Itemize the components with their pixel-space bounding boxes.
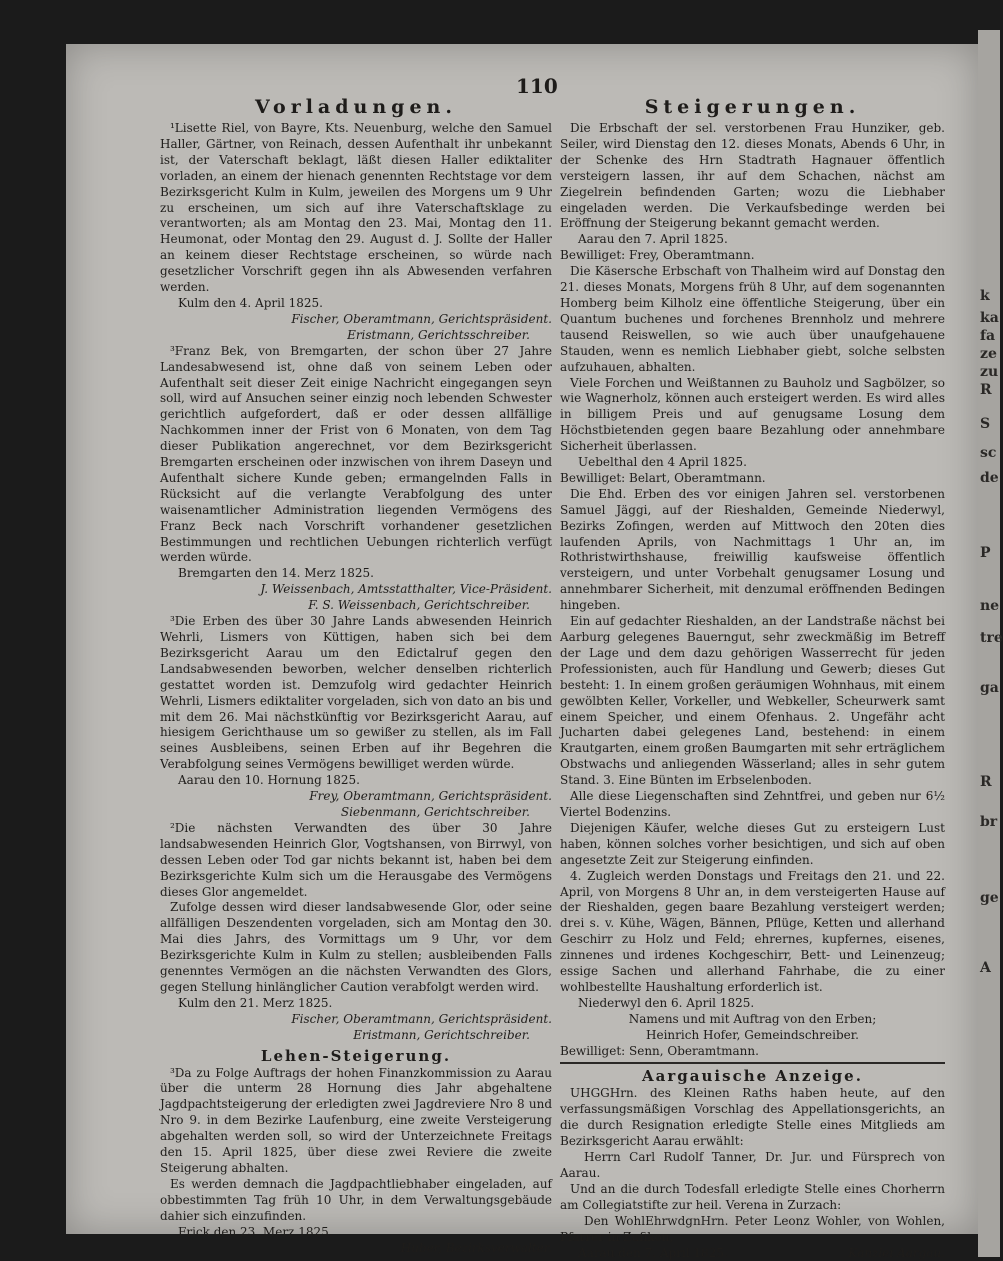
edge-letter: ne [980, 598, 1000, 614]
notice-place-date: Kulm den 21. Merz 1825. [178, 995, 333, 1010]
notice-clerk: Eristmann, Gerichtsschreiber. [347, 327, 530, 342]
appointee: Den WohlEhrwdgnHrn. Peter Leonz Wohler, von Wohlen, Pfarrer in Zufikon, [560, 1213, 945, 1244]
notice-place-date: Uebelthal den 4 April 1825. [578, 455, 747, 470]
section-heading-steigerungen: Steigerungen. [644, 96, 861, 118]
subheading-aargauische-anzeige: Aargauische Anzeige. [642, 1067, 863, 1086]
notice-place-date: Aarau den 7. April 1825. [578, 1245, 728, 1260]
page-number: 110 [516, 74, 558, 98]
edge-letter: ka [980, 310, 999, 326]
notice-place-date: Aarau den 7. April 1825. [578, 232, 728, 247]
edge-letter: zu [980, 364, 999, 380]
notice-text: Diejenigen Käufer, welche dieses Gut zu ersteigern Lust haben, können solches vorher besichtigen, und sich auf oben angesetzte Zeit zur Steigerung einfinden. [560, 820, 945, 867]
notice-approval: Bewilliget: Senn, Oberamtmann. [560, 1043, 759, 1058]
notice-place-date: Bremgarten den 14. Merz 1825. [178, 566, 374, 581]
notice-text: Die Erbschaft der sel. verstorbenen Frau Hunziker, geb. Seiler, wird Dienstag den 12. dieses Monats, Abends 6 Uhr, in der Schenke des Hrn Stadtrath Hagnauer öffentlich versteigern lassen, ihr auf dem Schachen, nächst am Ziegelrein befindenden Garten; wozu die Liebhaber eingeladen werden. Die Verkaufsbedinge werden bei Eröffnung der Steigerung bekannt gemacht werden. [560, 121, 945, 231]
notice-text: Und an die durch Todesfall erledigte Stelle eines Chorherrn am Collegiatstifte zur heil. Verena in Zurzach: [560, 1181, 945, 1212]
notice-signature: Heinrich Hofer, Gemeindschreiber. [646, 1027, 859, 1042]
notice-approval: Bewilliget: Frey, Oberamtmann. [560, 248, 755, 263]
edge-letter: br [980, 814, 998, 830]
edge-letter: de [980, 470, 999, 486]
edge-letter: R [980, 382, 992, 398]
notice-signature: Fischer, Oberamtmann, Gerichtspräsident. [291, 1011, 552, 1026]
closing-row [560, 1246, 945, 1261]
section-heading-vorladungen: Vorladungen. [255, 96, 457, 118]
notice-text: ²Die nächsten Verwandten des über 30 Jahre landsabwesenden Heinrich Glor, Vogtshansen, von Birrwyl, von dessen Leben oder Tod gar nichts bekannt ist, haben bei dem Bezirksgerichte Kulm sich um die Herausgabe des Vermögens dieses Glor angemeldet. [160, 820, 552, 899]
notice-signature-line: Namens und mit Auftrag von den Erben; [628, 1011, 877, 1026]
notice-text: Alle diese Liegenschaften sind Zehntfrei, und geben nur 6½ Viertel Bodenzins. [560, 789, 945, 819]
notice-signature: J. Weissenbach, Amtsstatthalter, Vice-Präsident. [260, 582, 552, 597]
notice-place-date: Kulm den 4. April 1825. [178, 295, 323, 310]
right-column [560, 95, 945, 1261]
adjacent-page-edge [978, 30, 1003, 1257]
notice-text: ³Franz Bek, von Bremgarten, der schon über 27 Jahre Landesabwesend ist, ohne daß von seinem Leben oder Aufenthalt seit dieser Zeit einige Nachricht eingegangen seyn soll, wird auf Ansuchen seiner einzig noch lebenden Schwester gerichtlich aufgefordert, daß er oder dessen allfällige Nachkommen inner der Frist von 6 Monaten, von dem Tag dieser Publikation angerechnet, vor dem Bezirksgericht Bremgarten erscheinen oder inzwischen von ihrem Daseyn und Aufenthalt sichere Kunde geben; ermangelnden Falls in Rücksicht auf die verlangte Verabfolgung des unter waisenamtlicher Administration liegenden Vermögens des Franz Beck nach Vorschrift vorhandener gesetzlichen Bestimmungen und rechtlichen Uebungen richterlich verfügt werden würde. [160, 343, 552, 565]
notice-clerk: Eristmann, Gerichtschreiber. [353, 1027, 530, 1042]
edge-letter: sc [980, 445, 997, 461]
edge-letter: A [980, 960, 991, 976]
notice-text: Die Käsersche Erbschaft von Thalheim wird auf Donstag den 21. dieses Monats, Morgens früh 8 Uhr, auf dem sogenannten Homberg beim Kilholz eine öffentliche Steigerung, über ein Quantum buchenes und forchenes Brennholz und mehrere tausend Reiswellen, so wie auch über unaufgehauene Stauden, wenn es nemlich Liebhaber giebt, solche selbsten aufzuhauen, abhalten. [560, 264, 945, 374]
notice-signature: Frey, Oberamtmann, Gerichtspräsident. [309, 789, 552, 804]
left-column [160, 95, 552, 1256]
notice-text: 4. Zugleich werden Donstags und Freitags den 21. und 22. April, von Morgens 8 Uhr an, in dem versteigerten Hause auf der Rieshalden, gegen baare Bezahlung versteigert werden; drei s. v. Kühe, Wägen, Bännen, Pflüge, Ketten und allerhand Geschirr zu Holz und Feld; ehrernes, kupfernes, eisenes, zinnenes und irdenes Kochgeschirr, Bett- und Leinenzeug; essige Sachen und allerhand Fahrhabe, die zu einer wohlbestellte Haushaltung erforderlich ist. [560, 868, 945, 994]
notice-text: Ein auf gedachter Rieshalden, an der Landstraße nächst bei Aarburg gelegenes Bauerngut, sehr zweckmäßig im Betreff der Lage und dem dazu gehörigen Wasserrecht für jeden Professionisten, auch für Handlung und Gewerb; dieses Gut besteht: 1. In einem großen geräumigen Wohnhaus, mit einem gewölbten Keller, Vorkeller, und Webkeller, Scheurwerk samt einem Speicher, und einem Ofenhaus. 2. Ungefähr acht Jucharten dabei gelegenes Land, bestehend: in einem Krautgarten, einem großen Baumgarten mit sehr erträglichem Obstwachs und anliegenden Wässerland; alles in sehr gutem Stand. 3. Eine Bünten im Erbselenboden. [560, 614, 945, 788]
edge-letter: fa [980, 328, 996, 344]
notice-signature: Huber, Bezirksverwalter. [400, 1240, 552, 1255]
edge-letter: ga [980, 680, 999, 696]
notice-text: ³Die Erben des über 30 Jahre Lands abwesenden Heinrich Wehrli, Lismers von Küttigen, haben sich bei dem Bezirksgericht Aarau um den Edictalruf gegen den Landsabwesenden beworben, welcher denselben richterlich gestattet worden ist. Demzufolg wird gedachter Heinrich Wehrli, Lismers ediktaliter vorgeladen, sich von dato an bis und mit dem 26. Mai nächstkünftig vor Bezirksgericht Aarau, auf hiesigem Gerichthause um so gewißer zu stellen, als im Fall seines Ausbleibens, seinen Erben auf ihr Begehren die Verabfolgung seines Vermögens bewilliget werden würde. [160, 614, 552, 772]
notice-text: Es werden demnach die Jagdpachtliebhaber eingeladen, auf obbestimmten Tag früh 10 Uhr, in dem Verwaltungsgebäude dahier sich einzufinden. [160, 1176, 552, 1223]
edge-letter: S [980, 416, 991, 432]
subheading-lehen-steigerung: Lehen-Steigerung. [260, 1046, 452, 1065]
edge-letter: ze [980, 346, 997, 362]
notice-place-date: Niederwyl den 6. April 1825. [578, 995, 755, 1010]
notice-text: Die Ehd. Erben des vor einigen Jahren sel. verstorbenen Samuel Jäggi, auf der Rieshalden, Gemeinde Niederwyl, Bezirks Zofingen, werden auf Mittwoch den 20ten dies laufenden Aprils, von Nachmittags 1 Uhr an, im Rothristwirthshause, freiwillig kaufsweise öffentlich versteigern, und unter Vorbehalt genugsamer Losung und annehmbarer Sicherheit, mit denzumal eröffnenden Bedingen hingeben. [560, 486, 945, 613]
notice-place-date: Aarau den 10. Hornung 1825. [178, 773, 360, 788]
notice-clerk: Siebenmann, Gerichtschreiber. [340, 804, 530, 819]
notice-approval: Bewilliget: Belart, Oberamtmann. [560, 470, 766, 485]
edge-letter: ge [980, 890, 999, 906]
edge-letter: tre [980, 630, 1003, 646]
edge-letter: P [980, 545, 991, 561]
notice-text: UHGGHrn. des Kleinen Raths haben heute, auf den verfassungsmäßigen Vorschlag des Appellationsgerichts, an die durch Resignation erledigte Stelle eines Mitglieds am Bezirksgericht Aarau erwählt: [560, 1086, 945, 1149]
notice-signature: Fischer, Oberamtmann, Gerichtspräsident. [291, 311, 552, 326]
notice-place-date: Frick den 23. Merz 1825. [178, 1224, 333, 1239]
notice-text: Zufolge dessen wird dieser landsabwesende Glor, oder seine allfälligen Deszendenten vorgeladen, sich am Montag den 30. Mai dies Jahrs, des Vormittags um 9 Uhr, vor dem Bezirksgerichte Kulm in Kulm zu stellen; ausbleibenden Falls genenntes Vermögen an die nächsten Verwandten des Glors, gegen Stellung hinlänglicher Caution verabfolgt werden wird. [160, 900, 552, 994]
section-divider [560, 1062, 945, 1064]
edge-letter: R [980, 774, 992, 790]
notice-text: ³Da zu Folge Auftrags der hohen Finanzkommission zu Aarau über die unterm 28 Hornung dies Jahr abgehaltene Jagdpachtsteigerung der erledigten zwei Jagdreviere Nro 8 und Nro 9. in dem Bezirke Laufenburg, eine zweite Versteigerung abgehalten werden soll, so wird der Unterzeichnete Freitags den 15. April 1825, über diese zwei Reviere die zweite Steigerung abhalten. [160, 1065, 552, 1175]
edge-letter: k [980, 288, 990, 304]
notice-signature: Kanzlei Aargau. [848, 1245, 945, 1260]
notice-text: Viele Forchen und Weißtannen zu Bauholz und Sagbölzer, so wie Wagnerholz, können auch ersteigert werden. Es wird alles in billigem Preis und auf genugsame Losung dem Höchstbietenden gegen baare Bezahlung oder annehmbare Sicherheit überlassen. [560, 375, 945, 454]
notice-text: ¹Lisette Riel, von Bayre, Kts. Neuenburg, welche den Samuel Haller, Gärtner, von Reinach, dessen Aufenthalt ihr unbekannt ist, der Vaterschaft beklagt, läßt diesen Haller ediktaliter vorladen, an einem der hienach genennten Rechtstage vor dem Bezirksgericht Kulm in Kulm, jeweilen des Morgens um 9 Uhr zu erscheinen, um sich auf ihre Vaterschaftsklage zu verantworten; als am Montag den 23. Mai, Montag den 11. Heumonat, oder Montag den 29. August d. J. Sollte der Haller an keinem dieser Rechtstage erscheinen, so würde nach gesetzlicher Vorschrift gegen ihn als Abwesenden verfahren werden. [160, 121, 552, 295]
notice-clerk: F. S. Weissenbach, Gerichtschreiber. [308, 598, 530, 613]
appointee: Herrn Carl Rudolf Tanner, Dr. Jur. und Fürsprech von Aarau. [560, 1150, 945, 1180]
